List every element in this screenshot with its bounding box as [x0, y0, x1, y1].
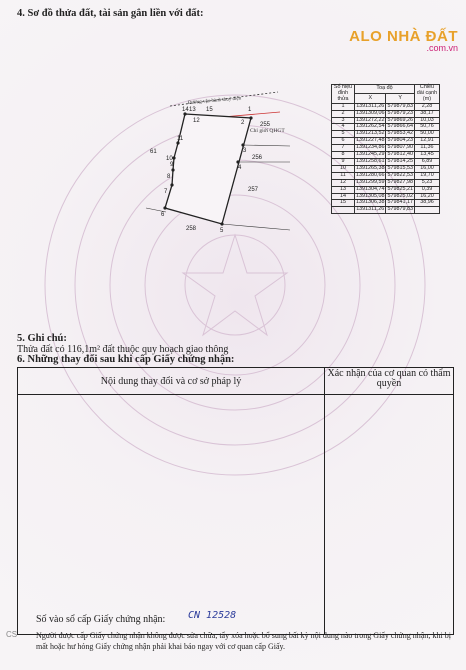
coordinate-cell: 14: [332, 193, 355, 200]
coordinate-cell: 11,36: [414, 145, 439, 152]
parcel-label-257: 257: [248, 187, 259, 193]
register-number: CN 12528: [188, 610, 237, 621]
point-label-10: 10: [166, 156, 173, 162]
coord-header-x: X: [355, 94, 386, 103]
coordinate-cell: 9: [332, 158, 355, 165]
coordinate-cell: 50,76: [414, 124, 439, 131]
coordinate-cell: 5: [332, 131, 355, 138]
coordinate-cell: 15: [332, 200, 355, 207]
coordinate-cell: 13: [332, 186, 355, 193]
coord-header-coords: Toạ độ: [355, 85, 415, 94]
changes-table-divider: [324, 368, 325, 634]
coordinate-cell: 579804,23: [387, 137, 413, 144]
section-4-title: 4. Sơ đồ thửa đất, tài sản gắn liền với đất:: [17, 8, 204, 19]
coordinate-cell: 1391234,86: [356, 144, 385, 151]
coordinate-cell: 1391265,38: [356, 164, 385, 171]
coordinate-cell: 12,91: [414, 138, 439, 145]
point-label-11: 11: [177, 136, 184, 142]
road-label: Đường vận hành thuỷ điện: [187, 96, 242, 106]
coordinate-cell: 19,70: [414, 172, 439, 179]
coordinate-cell: 1391245,29: [356, 151, 385, 158]
coordinate-cell: 579825,21: [387, 185, 413, 192]
coordinate-row: [332, 200, 440, 207]
point-label-6: 6: [161, 212, 165, 218]
section-5-note: Thửa đất có 116,1m² đất thuộc quy hoạch giao thông: [17, 344, 229, 355]
coordinate-cell: 12: [332, 179, 355, 186]
point-label-9: 9: [170, 162, 174, 168]
coordinate-cell: 1391311,26: [356, 206, 385, 213]
coordinate-cell: 579814,25: [387, 157, 413, 164]
coordinate-cell: 50,00: [414, 131, 439, 138]
coordinate-cell: 6: [332, 138, 355, 145]
coordinate-cell: 11: [332, 172, 355, 179]
coordinate-row: [332, 186, 440, 193]
parcel-label-258: 258: [186, 226, 197, 232]
coordinate-cell: 579879,83: [387, 206, 413, 213]
coordinate-cell: 4: [332, 124, 355, 131]
coordinate-cell: 13,45: [414, 152, 439, 159]
point-label-7: 7: [164, 189, 168, 195]
coordinate-cell: 16,00: [414, 165, 439, 172]
coordinate-cell: 579879,23: [387, 109, 413, 116]
changes-table: [17, 367, 454, 635]
coordinate-cell: 1391213,52: [356, 130, 385, 137]
coord-header-y: Y: [386, 94, 414, 103]
coordinate-table-body: [332, 103, 440, 214]
coordinate-cell: 579812,40: [387, 151, 413, 158]
coord-header-length: Chiều dài cạnh (m): [414, 85, 439, 104]
coordinate-cell: 1391258,61: [356, 157, 385, 164]
coordinate-cell: 2,28: [414, 103, 439, 110]
point-label-1: 1: [248, 107, 252, 113]
point-label-3: 3: [243, 148, 247, 154]
coord-header-point: Số hiệu đỉnh thửa: [332, 85, 355, 104]
coordinate-cell: 1391311,26: [356, 102, 385, 109]
coordinate-cell: 1391309,06: [356, 109, 385, 116]
coordinate-cell: 1391304,74: [356, 185, 385, 192]
parcel-label-256: 256: [252, 155, 263, 161]
changes-col-content: Nội dung thay đổi và cơ sở pháp lý: [100, 376, 242, 387]
coordinate-cell: 579822,53: [387, 171, 413, 178]
coordinate-cell: 579853,42: [387, 130, 413, 137]
coordinate-cell: 1391299,59: [356, 178, 385, 185]
coordinate-cell: 8: [332, 152, 355, 159]
coordinate-cell: 1391227,48: [356, 137, 385, 144]
coordinate-cell: [414, 207, 439, 214]
coordinate-cell: 579841,17: [387, 199, 413, 206]
fine-print: Người được cấp Giấy chứng nhận không được sửa chữa, tẩy xóa hoặc bổ sung bất kỳ nội dung nào trong Giấy chứng nhận; khi bị mất hoặc hư hỏng Giấy chứng nhận phải khai báo ngay với cơ quan cấp Giấy.: [36, 631, 451, 651]
coordinate-cell: 1391305,08: [356, 192, 385, 199]
coordinate-table: [331, 84, 440, 214]
coordinate-cell: 2: [332, 110, 355, 117]
coordinate-row: [332, 110, 440, 117]
point-label-2: 2: [241, 120, 245, 126]
section-6-title: 6. Những thay đổi sau khi cấp Giấy chứng nhận:: [17, 354, 235, 365]
point-label-14: 14: [182, 107, 189, 113]
coordinate-cell: 38,17: [414, 110, 439, 117]
coordinate-cell: 5,23: [414, 179, 439, 186]
site-logo-text: ALO NHÀ ĐẤT: [349, 28, 458, 45]
coordinate-cell: 579879,83: [387, 102, 413, 109]
coordinate-cell: 16,20: [414, 193, 439, 200]
coordinate-cell: 1391280,66: [356, 171, 385, 178]
coordinate-cell: 10: [332, 165, 355, 172]
coordinate-cell: 579807,90: [387, 144, 413, 151]
coordinate-cell: 1391272,22: [356, 116, 385, 123]
parcel-label-61: 61: [150, 149, 157, 155]
point-label-13: 13: [189, 107, 196, 113]
coordinate-cell: 6,89: [414, 158, 439, 165]
boundary-label: Chỉ giới QHGT: [250, 128, 285, 134]
coordinate-cell: 1391306,38: [356, 199, 385, 206]
corner-mark: CS: [6, 630, 18, 639]
coordinate-cell: 579866,64: [387, 123, 413, 130]
parcel-map: [130, 90, 330, 240]
coordinate-cell: 1391262,54: [356, 123, 385, 130]
coordinate-cell: [332, 207, 355, 214]
parcel-label-255: 255: [260, 122, 271, 128]
coordinate-cell: 579825,02: [387, 192, 413, 199]
register-label: Số vào sổ cấp Giấy chứng nhận:: [36, 614, 166, 625]
point-label-12: 12: [193, 118, 200, 124]
coordinate-cell: 0,39: [414, 186, 439, 193]
point-label-5: 5: [220, 228, 224, 234]
coordinate-cell: 579815,53: [387, 164, 413, 171]
site-logo-domain: .com.vn: [426, 43, 458, 53]
coordinate-cell: 579827,98: [387, 178, 413, 185]
coordinate-row: [332, 207, 440, 214]
section-5-title: 5. Ghi chú:: [17, 333, 67, 344]
coordinate-cell: 3: [332, 117, 355, 124]
coordinate-cell: 7: [332, 145, 355, 152]
site-logo: [349, 28, 458, 53]
point-label-4: 4: [238, 165, 242, 171]
changes-col-confirmation: Xác nhận của cơ quan có thẩm quyền: [327, 368, 451, 389]
coordinate-cell: 579869,26: [387, 116, 413, 123]
coordinate-cell: 1: [332, 103, 355, 110]
coordinate-cell: 38,96: [414, 200, 439, 207]
coordinate-cell: 10,03: [414, 117, 439, 124]
point-label-15: 15: [206, 107, 213, 113]
point-label-8: 8: [167, 174, 171, 180]
